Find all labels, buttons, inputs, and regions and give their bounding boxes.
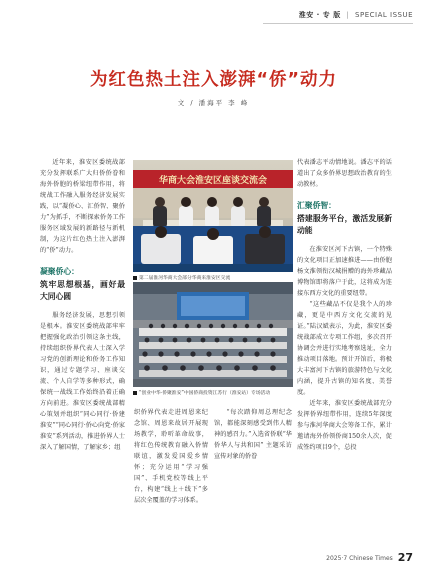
middle-right-column xyxy=(214,407,292,462)
photo-conference-room xyxy=(133,282,293,387)
photo-1-caption-text: 第二届淮河华商大会部分华商来淮安区交流 xyxy=(139,276,231,281)
subhead-2-subtitle: 搭建服务平台，激活发展新动能 xyxy=(297,213,392,235)
subhead-1-subtitle: 筑牢思想根基，画好最大同心圆 xyxy=(40,279,125,301)
caption-square-icon xyxy=(133,276,137,280)
body-paragraph: 服务经济发展，思想引领是根本。淮安区委统战部牢牢把握强化政治引领这条主线，持续组织侨界代表人士深入学习党的创新理论和侨务工作知识，通过专题学习、座谈交流、个人自学等多种形式，确保统一战线工作始终沿着正确方向前进。淮安区委统战部精心策划并组织“同心同行·侨建淮安”“同心同行·侨心向党·侨家淮安”系列活动，推进侨界人士深入了解国情，了解家乡；组 xyxy=(40,311,125,451)
special-issue-label: SPECIAL ISSUE xyxy=(355,11,413,19)
conference-photo-image xyxy=(133,282,293,387)
subhead-huiju-qinzhi xyxy=(297,200,392,238)
meeting-photo-image xyxy=(133,160,293,272)
caption-square-icon xyxy=(133,391,137,395)
right-paragraph-2: “这些藏品不仅是我个人的珍藏，更是中西方文化交流的见证。”陆汉斌表示，为此，淮安区委统战部成立专项工作组，多次召开协调会并进行实地考察选址，全力推动项目落地。预计开馆后，将极大丰富河下古镇的旅游特色与文化内涵，提升古镇的知名度、美誉度。 xyxy=(297,300,392,396)
right-column xyxy=(297,157,392,453)
subhead-1-title: 凝聚侨心： xyxy=(40,267,79,276)
photo-meeting-hall xyxy=(133,160,293,272)
page-number: 27 xyxy=(397,551,413,564)
right-paragraph-1: 在淮安区河下古镇，一个特殊的文化项目正加速推进——由侨胞杨文淮领衔汉城捐赠的海外珍藏品博物馆即将落户于此，这将成为连接东西方文化的重要纽带。 xyxy=(297,245,392,297)
article-byline: 文 / 潘海平 李 峰 xyxy=(177,99,250,107)
photo-2-caption xyxy=(133,389,298,396)
subhead-ningju-qinxin xyxy=(40,266,125,304)
photo-1-caption xyxy=(133,274,298,281)
section-separator: | xyxy=(346,11,350,19)
footer-brand: Chinese Times xyxy=(349,555,393,562)
left-column xyxy=(40,157,125,453)
right-paragraph-3: 近年来，淮安区委统战部充分发挥侨界纽带作用，连续5年深度参与淮河华商大会筹备工作，累计邀请海外侨领侨商150余人次，促成签约项目9个，总投 xyxy=(297,399,392,451)
photo-2-caption-text: “创业中华·侨聚淮安”中国侨商投资江苏行（淮安站）专场活动 xyxy=(139,391,271,396)
middle-left-paragraph: 织侨界代表走进周恩来纪念馆、周恩来故居开展现场教学，聆听革命故事，将红色传统教育融入侨情联谊，激发爱国爱乡情怀；充分运用“学习强国”、手机党校等线上平台，构建“线上＋线下”多层次全覆盖的学习体系。 xyxy=(134,409,208,504)
page-footer xyxy=(326,551,413,564)
section-name: 淮安 · 专 版 xyxy=(298,11,341,19)
header-divider xyxy=(263,23,413,24)
middle-right-paragraph: “每次踏仰周总理纪念馆，都能深刻感受到伟人精神的感召力。”入选省侨联“华侨华人与共和国” 主题采访宣传对象的侨眷 xyxy=(214,409,292,460)
middle-left-column xyxy=(134,407,208,506)
article-title: 为红色热土注入澎湃“侨”动力 xyxy=(89,70,337,90)
intro-paragraph: 近年来，淮安区委统战部充分发挥联系广大归侨侨眷和海外侨胞的桥梁纽带作用，将统战工作融入服务经济发展实践，以“凝侨心、汇侨智、聚侨力”为抓手，不断探索侨务工作服务区域发展的新路径与新机制，为这片红色热土注入澎湃的“侨”动力。 xyxy=(40,159,125,254)
subhead-2-title: 汇聚侨智： xyxy=(297,201,336,210)
photo-banner-text: 华商大会淮安区座谈交流会 xyxy=(158,176,268,186)
section-header xyxy=(299,10,413,20)
right-intro-paragraph: 代表潘志平动情地说。潘志平的话道出了众多侨界思想政治教育的生动教材。 xyxy=(297,159,392,188)
footer-date: 2025·7 xyxy=(326,555,348,562)
